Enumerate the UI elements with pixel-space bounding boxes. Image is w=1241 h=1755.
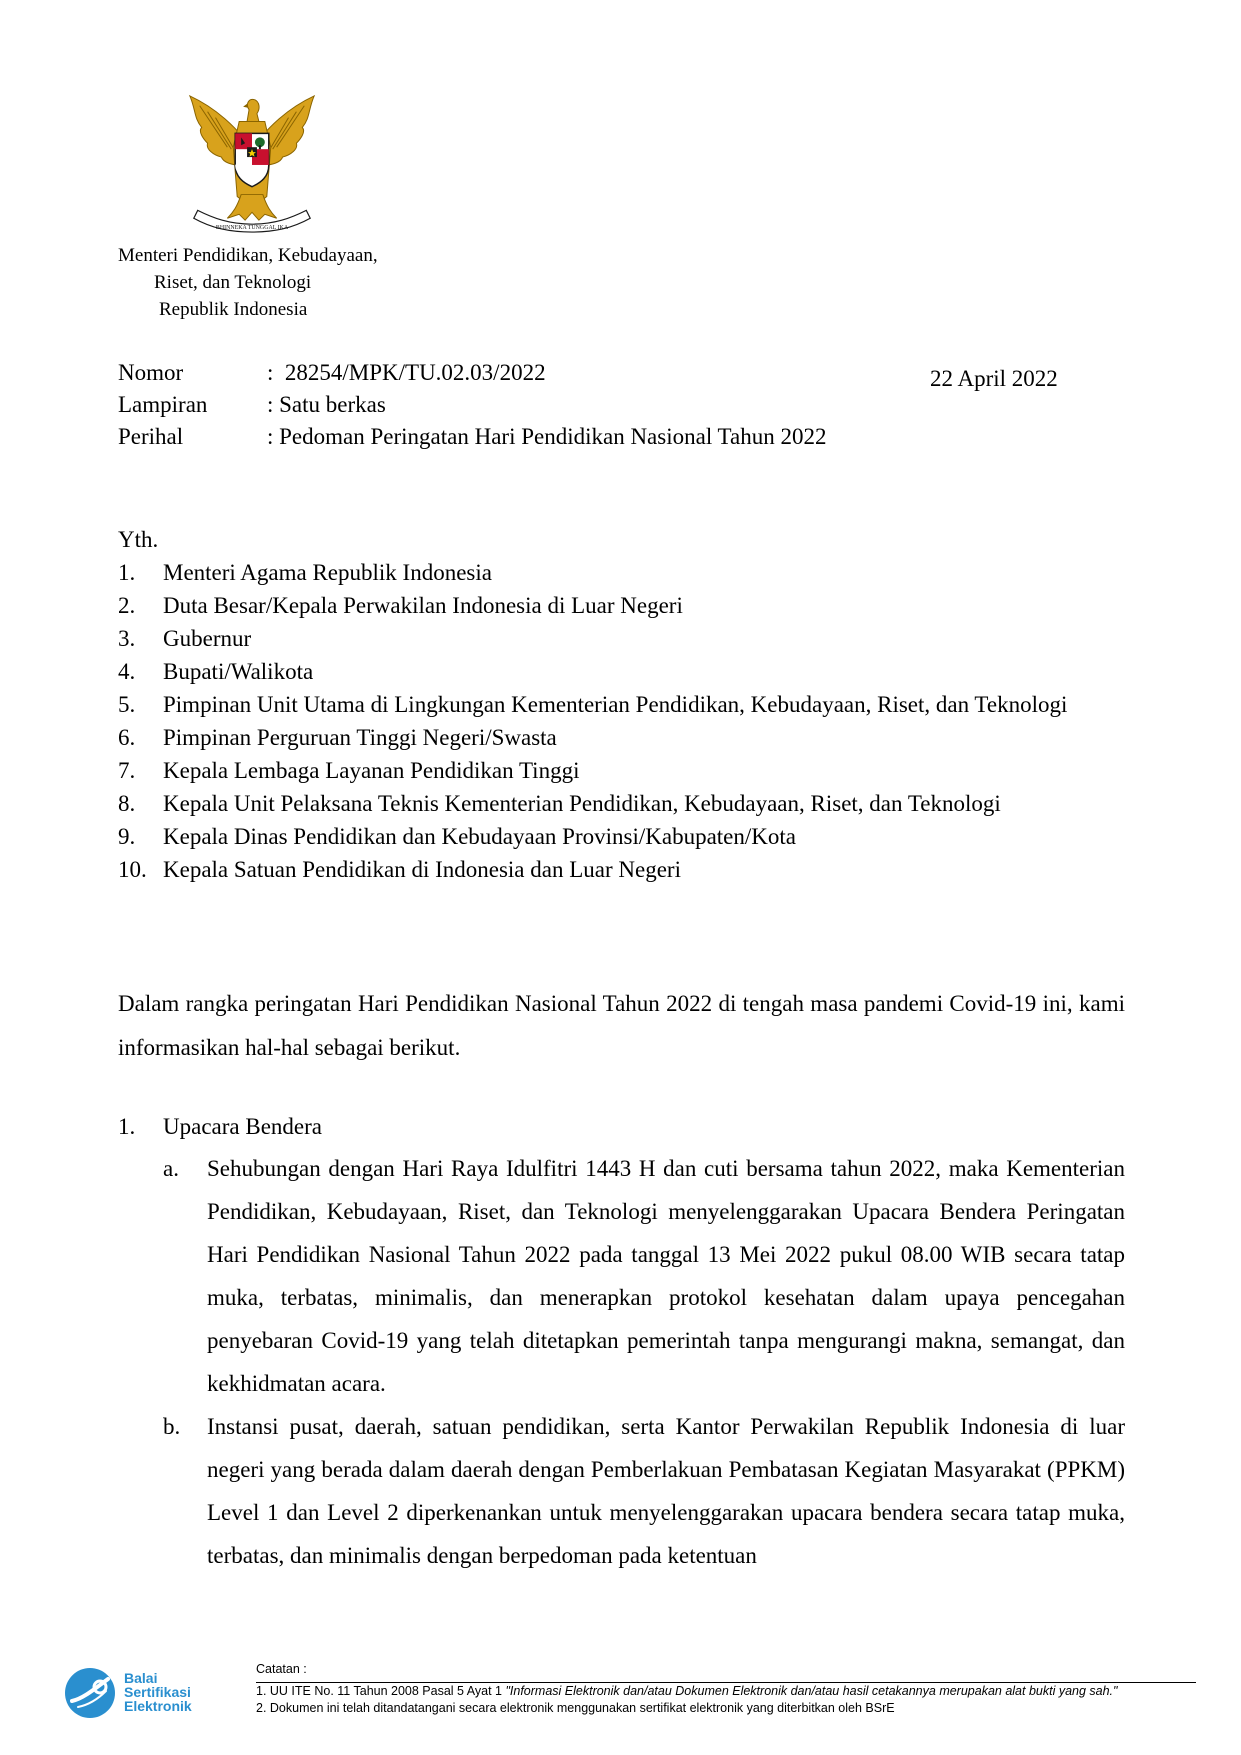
- recipient-list: [118, 556, 1125, 886]
- section-1-item-number: b.: [163, 1414, 181, 1439]
- recipient-item-number: 3.: [118, 626, 136, 651]
- footer-note-1-quote: "Informasi Elektronik dan/atau Dokumen Elektronik dan/atau hasil cetakannya merupakan alat bukti yang sah.": [505, 1684, 1118, 1698]
- section-1-item-text: Sehubungan dengan Hari Raya Idulfitri 1443 H dan cuti bersama tahun 2022, maka Kementerian Pendidikan, Kebudayaan, Riset, dan Teknologi menyelenggarakan Upacara Bendera Peringatan Hari Pendidikan Nasional Tahun 2022 pada tanggal 13 Mei 2022 pukul 08.00 WIB secara tatap muka, terbatas, minimalis, dan menerapkan protokol kesehatan dalam upaya pencegahan penyebaran Covid-19 yang telah ditetapkan pemerintah tanpa mengurangi makna, semangat, dan kekhidmatan acara.: [207, 1156, 1125, 1396]
- bsre-line-2: Sertifikasi: [124, 1684, 191, 1700]
- recipient-item-number: 2.: [118, 593, 136, 618]
- section-1-title: Upacara Bendera: [163, 1114, 322, 1139]
- section-1-item-number: a.: [163, 1156, 179, 1181]
- recipient-item-number: 1.: [118, 560, 136, 585]
- recipient-item-number: 7.: [118, 758, 136, 783]
- nomor-label: Nomor: [118, 360, 184, 385]
- bsre-line-3: Elektronik: [124, 1698, 192, 1714]
- recipient-item: [118, 622, 1125, 655]
- bsre-logo: [62, 1665, 262, 1723]
- recipient-item: [118, 688, 1125, 721]
- recipient-item-text: Pimpinan Unit Utama di Lingkungan Kementerian Pendidikan, Kebudayaan, Riset, dan Teknologi: [163, 692, 1068, 717]
- recipient-item-text: Gubernur: [163, 626, 252, 651]
- recipient-item: [118, 820, 1125, 853]
- ministry-line-2: Riset, dan Teknologi: [154, 272, 312, 293]
- recipient-item-number: 6.: [118, 725, 136, 750]
- recipient-item-text: Kepala Dinas Pendidikan dan Kebudayaan Provinsi/Kabupaten/Kota: [163, 824, 796, 849]
- intro-paragraph: Dalam rangka peringatan Hari Pendidikan Nasional Tahun 2022 di tengah masa pandemi Covid-19 ini, kami informasikan hal-hal sebagai berikut.: [118, 991, 1125, 1060]
- recipient-item-text: Kepala Satuan Pendidikan di Indonesia dan Luar Negeri: [163, 857, 681, 882]
- recipient-item-text: Pimpinan Perguruan Tinggi Negeri/Swasta: [163, 725, 557, 750]
- recipient-item: [118, 655, 1125, 688]
- lampiran-label: Lampiran: [118, 392, 208, 417]
- ministry-line-1: Menteri Pendidikan, Kebudayaan,: [118, 245, 378, 266]
- recipient-item-text: Duta Besar/Kepala Perwakilan Indonesia di Luar Negeri: [163, 593, 683, 618]
- recipient-item-text: Menteri Agama Republik Indonesia: [163, 560, 492, 585]
- recipient-item-number: 10.: [118, 857, 147, 882]
- recipient-item: [118, 853, 1125, 886]
- recipient-item-text: Bupati/Walikota: [163, 659, 314, 684]
- recipient-item: [118, 754, 1125, 787]
- emblem-motto: BHINNEKA TUNGGAL IKA: [215, 225, 289, 232]
- footer-note-2: 2. Dokumen ini telah ditandatangani secara elektronik menggunakan sertifikat elektronik yang diterbitkan oleh BSrE: [256, 1701, 895, 1715]
- nomor-value: : 28254/MPK/TU.02.03/2022: [267, 360, 546, 385]
- footer-note-1: [256, 1683, 1196, 1700]
- letter-meta: [118, 357, 1118, 457]
- garuda-pancasila-emblem: [178, 88, 326, 236]
- salutation: Yth.: [118, 527, 159, 552]
- recipient-item: [118, 721, 1125, 754]
- perihal-value: : Pedoman Peringatan Hari Pendidikan Nasional Tahun 2022: [267, 424, 827, 449]
- bsre-line-1: Balai: [124, 1670, 158, 1686]
- section-1-item: [163, 1147, 1125, 1405]
- lampiran-value: : Satu berkas: [267, 392, 386, 417]
- section-1-items: [163, 1147, 1125, 1577]
- recipient-item-number: 5.: [118, 692, 136, 717]
- footer-note-1-prefix: 1. UU ITE No. 11 Tahun 2008 Pasal 5 Ayat 1: [256, 1684, 506, 1698]
- recipient-item-number: 8.: [118, 791, 136, 816]
- section-1-item-text: Instansi pusat, daerah, satuan pendidikan, serta Kantor Perwakilan Republik Indonesia di luar negeri yang berada dalam daerah dengan Pemberlakuan Pembatasan Kegiatan Masyarakat (PPKM) Level 1 dan Level 2 diperkenankan untuk menyelenggarakan upacara bendera secara tatap muka, terbatas, dan minimalis dengan berpedoman pada ketentuan: [207, 1414, 1125, 1568]
- bsre-logo-icon: [62, 1665, 118, 1721]
- recipient-item: [118, 589, 1125, 622]
- recipient-item-number: 4.: [118, 659, 136, 684]
- recipient-item: [118, 556, 1125, 589]
- recipient-item-number: 9.: [118, 824, 136, 849]
- recipient-item: [118, 787, 1125, 820]
- perihal-label: Perihal: [118, 424, 184, 449]
- letter-date: 22 April 2022: [930, 366, 1058, 391]
- section-1-item: [163, 1405, 1125, 1577]
- section-1-number: 1.: [118, 1114, 136, 1139]
- recipient-item-text: Kepala Lembaga Layanan Pendidikan Tinggi: [163, 758, 580, 783]
- ministry-line-3: Republik Indonesia: [159, 299, 308, 320]
- recipient-item-text: Kepala Unit Pelaksana Teknis Kementerian Pendidikan, Kebudayaan, Riset, dan Teknologi: [163, 791, 1001, 816]
- footer-notes: [256, 1660, 1196, 1717]
- catatan-label: Catatan :: [256, 1662, 307, 1676]
